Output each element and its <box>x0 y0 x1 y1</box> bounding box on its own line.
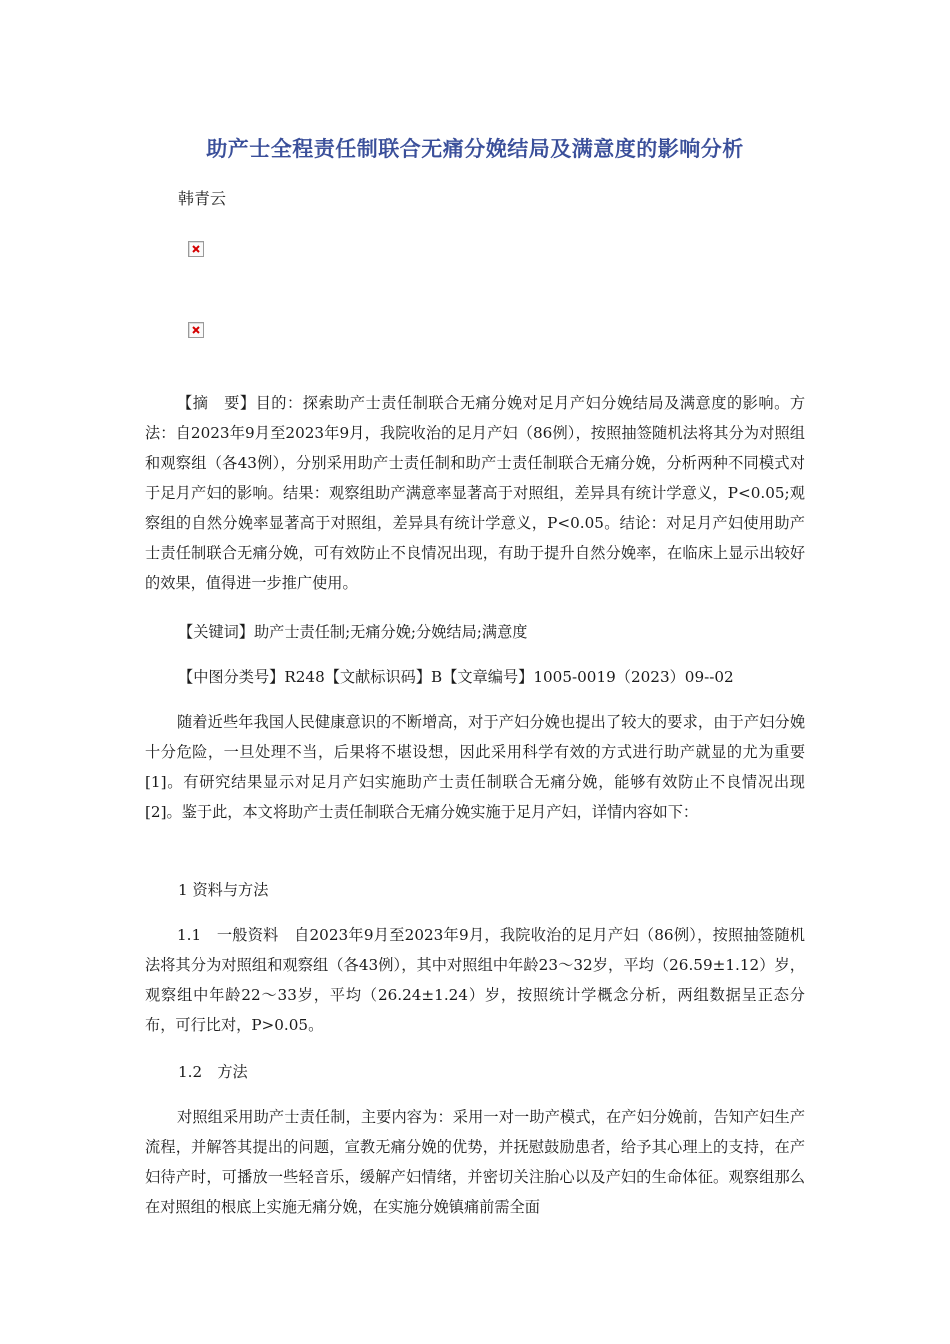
classification-line: 【中图分类号】R248【文献标识码】B【文章编号】1005-0019（2023）09--02 <box>178 668 734 686</box>
broken-image-icon <box>188 322 204 338</box>
keywords-line: 【关键词】助产士责任制;无痛分娩;分娩结局;满意度 <box>178 623 528 641</box>
abstract-paragraph: 【摘 要】目的：探索助产士责任制联合无痛分娩对足月产妇分娩结局及满意度的影响。方法：自2023年9月至2023年9月，我院收治的足月产妇（86例），按照抽签随机法将其分为对照组和观察组（各43例），分别采用助产士责任制和助产士责任制联合无痛分娩，分析两种不同模式对于足月产妇的影响。结果：观察组助产满意率显著高于对照组，差异具有统计学意义，P<0.05;观察组的自然分娩率显著高于对照组，差异具有统计学意义，P<0.05。结论：对足月产妇使用助产士责任制联合无痛分娩，可有效防止不良情况出现，有助于提升自然分娩率，在临床上显示出较好的效果，值得进一步推广使用。 <box>145 394 805 592</box>
broken-image-icon <box>188 241 204 257</box>
general-data-paragraph: 1.1 一般资料 自2023年9月至2023年9月，我院收治的足月产妇（86例），按照抽签随机法将其分为对照组和观察组（各43例），其中对照组中年龄23～32岁，平均（26.59±1.12）岁，观察组中年龄22～33岁，平均（26.24±1.24）岁，按照统计学概念分析，两组数据呈正态分布，可行比对，P>0.05。 <box>145 926 805 1034</box>
subsection-heading: 1.2 方法 <box>178 1063 248 1081</box>
section-heading: 1 资料与方法 <box>178 881 269 899</box>
intro-paragraph: 随着近些年我国人民健康意识的不断增高，对于产妇分娩也提出了较大的要求，由于产妇分娩十分危险，一旦处理不当，后果将不堪设想，因此采用科学有效的方式进行助产就显的尤为重要[1]。有研究结果显示对足月产妇实施助产士责任制联合无痛分娩，能够有效防止不良情况出现[2]。鉴于此，本文将助产士责任制联合无痛分娩实施于足月产妇，详情内容如下： <box>145 713 805 821</box>
author-name: 韩青云 <box>178 189 227 208</box>
method-paragraph: 对照组采用助产士责任制，主要内容为：采用一对一助产模式，在产妇分娩前，告知产妇生产流程，并解答其提出的问题，宣教无痛分娩的优势，并抚慰鼓励患者，给予其心理上的支持，在产妇待产时，可播放一些轻音乐，缓解产妇情绪，并密切关注胎心以及产妇的生命体征。观察组那么在对照组的根底上实施无痛分娩，在实施分娩镇痛前需全面 <box>145 1108 805 1216</box>
article-title: 助产士全程责任制联合无痛分娩结局及满意度的影响分析 <box>206 137 744 161</box>
